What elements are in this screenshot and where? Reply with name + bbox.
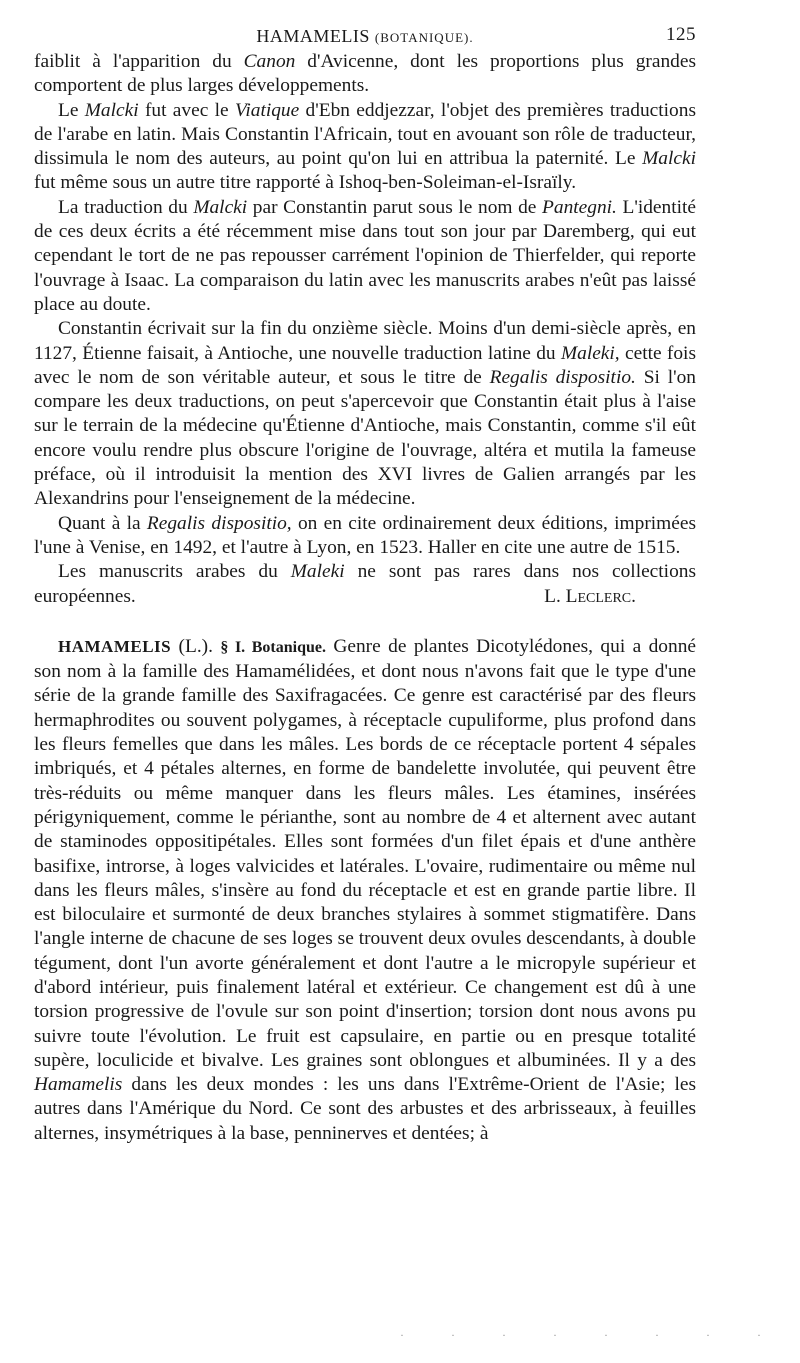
p6-italic-maleki: Maleki	[290, 561, 345, 583]
running-head-subtitle: (BOTANIQUE).	[374, 30, 474, 45]
p6-text-a: Les manuscrits arabes du	[58, 561, 291, 583]
entry-title: HAMAMELIS	[58, 636, 172, 656]
p2-text-c: fut avec le	[138, 99, 235, 121]
p2-italic-malcki: Malcki	[84, 99, 139, 121]
p4-text-e: Si l'on compare les deux traductions, on peut s'apercevoir que Constantin était plus à l'aise sur le terrain de la médecine qu'Étienne d'Antioche, mais Constantin, comme s'il eût encore voulu rendre plus obscure l'origine de l'ouvrage, altéra et mutila la fameuse préface, où il introduisit la mention des XVI livres de Galien arrangés par les Alexandrins pour l'enseignement de la médecine.	[34, 366, 697, 510]
p5-text-c: on en cite ordinairement deux éditions, imprimées l'une à Venise, en 1492, et l'autre à Lyon, en 1523. Haller en cite une autre de 1515.	[34, 512, 697, 558]
p4-text-c: cette fois avec le nom de son véritable auteur, et sous le titre de	[34, 342, 696, 388]
footer-marks: · · · · · · · ·	[400, 1328, 783, 1342]
section-gap	[34, 609, 696, 635]
page-header	[34, 22, 696, 50]
entry-paragraph	[34, 635, 696, 1146]
page	[34, 22, 696, 1146]
paragraph-4	[34, 317, 696, 511]
paragraph-2	[34, 99, 696, 196]
p3-italic-malcki: Malcki	[193, 196, 248, 218]
page-number: 125	[666, 24, 696, 45]
p5-italic-regalis: Regalis dispositio,	[146, 512, 292, 534]
p4-italic-maleki: Maleki,	[560, 342, 620, 364]
signature-name: L. Leclerc.	[544, 585, 636, 607]
p3-text-e: L'identité de ces deux écrits a été récemment mise dans tout son jour par Daremberg, qui eut cependant le tort de ne pas repousser carrément l'opinion de Thierfelder, qui reporte l'ouvrage à Isaac. La comparaison du latin avec les manuscrits arabes n'eût pas laissé place au doute.	[34, 196, 697, 315]
p2-italic-malcki-2: Malcki	[642, 148, 696, 170]
section-heading: § I. Botanique.	[220, 638, 326, 656]
p3-text-c: par Constantin parut sous le nom de	[247, 196, 543, 218]
p3-text-a: La traduction du	[58, 196, 194, 218]
p5-text-a: Quant à la	[58, 512, 147, 534]
entry-text-c: dans les deux mondes : les uns dans l'Extrême-Orient de l'Asie; les autres dans l'Amérique du Nord. Ce sont des arbustes et des arbrisseaux, à feuilles alternes, insymétriques à la base, penninerves et dentées; à	[34, 1074, 696, 1144]
paragraph-1	[34, 50, 696, 99]
running-head	[34, 26, 696, 47]
paragraph-3	[34, 196, 696, 317]
paragraph-5	[34, 512, 696, 561]
p6-text-c: ne sont pas rares dans nos collections européennes.	[34, 561, 697, 607]
p4-text-a: Constantin écrivait sur la fin du onzième siècle. Moins d'un demi-siècle après, en 1127, Étienne faisait, à Antioche, une nouvelle traduction latine du	[34, 318, 696, 364]
p4-italic-regalis: Regalis dispositio.	[489, 366, 636, 388]
p1-italic-canon: Canon	[243, 51, 296, 72]
p1-text-c: d'Avicenne, dont les proportions plus grandes comportent de plus larges développements.	[34, 51, 696, 97]
p2-text-a: Le	[58, 99, 85, 121]
entry-author: (L.).	[171, 635, 221, 657]
entry-text-a: Genre de plantes Dicotylédones, qui a donné son nom à la famille des Hamamélidées, et dont nous n'avons fait que le type d'une série de la grande famille des Saxifragacées. Ce genre est caractérisé par des fleurs hermaphrodites ou souvent polygames, à réceptacle cupuliforme, plus profond dans les fleurs femelles que dans les mâles. Les bords de ce réceptacle portent 4 sépales imbriqués, et 4 pétales alternes, en forme de bandelette involutée, qui peuvent être très-réduits ou même manquer dans les fleurs mâles. Les étamines, insérées périgyniquement, comme le périanthe, sont au nombre de 4 et alternent avec autant de staminodes oppositipétales. Elles sont formées d'un filet épais et d'une anthère basifixe, introrse, à loges valvicides et latérales. L'ovaire, rudimentaire ou même nul dans les fleurs mâles, s'insère au fond du réceptacle et est en grande partie libre. Il est biloculaire et surmonté de deux branches stylaires à sommet stigmatifère. Dans l'angle interne de chacune de ses loges se trouvent deux ovules descendants, à double tégument, dont l'un avorte généralement et dont l'autre a le micropyle supérieur et d'abord intérieur, puis finalement latéral et extérieur. Ce changement est dû à une torsion progressive de l'ovule sur son point d'insertion; torsion dont nous avons pu suivre toute l'évolution. Le fruit est capsulaire, en partie ou en presque totalité supère, loculicide et bivalve. Les graines sont oblongues et albuminées. Il y a des	[34, 635, 697, 1071]
article-body	[34, 50, 696, 1146]
p2-italic-viatique: Viatique	[234, 99, 300, 121]
running-head-title: HAMAMELIS	[256, 26, 370, 46]
p2-text-g: fut même sous un autre titre rapporté à Ishoq-ben-Soleiman-el-Israïly.	[34, 172, 577, 194]
entry-italic-hamamelis: Hamamelis	[34, 1074, 123, 1096]
p2-text-e: d'Ebn eddjezzar, l'objet des premières traductions de l'arabe en latin. Mais Constantin l'Africain, tout en avouant son rôle de traducteur, dissimula le nom des auteurs, au point qu'on lui en attribua la paternité. Le	[34, 99, 696, 170]
p1-text-a: faiblit à l'apparition du	[34, 51, 244, 72]
p3-italic-pantegni: Pantegni.	[542, 196, 617, 218]
